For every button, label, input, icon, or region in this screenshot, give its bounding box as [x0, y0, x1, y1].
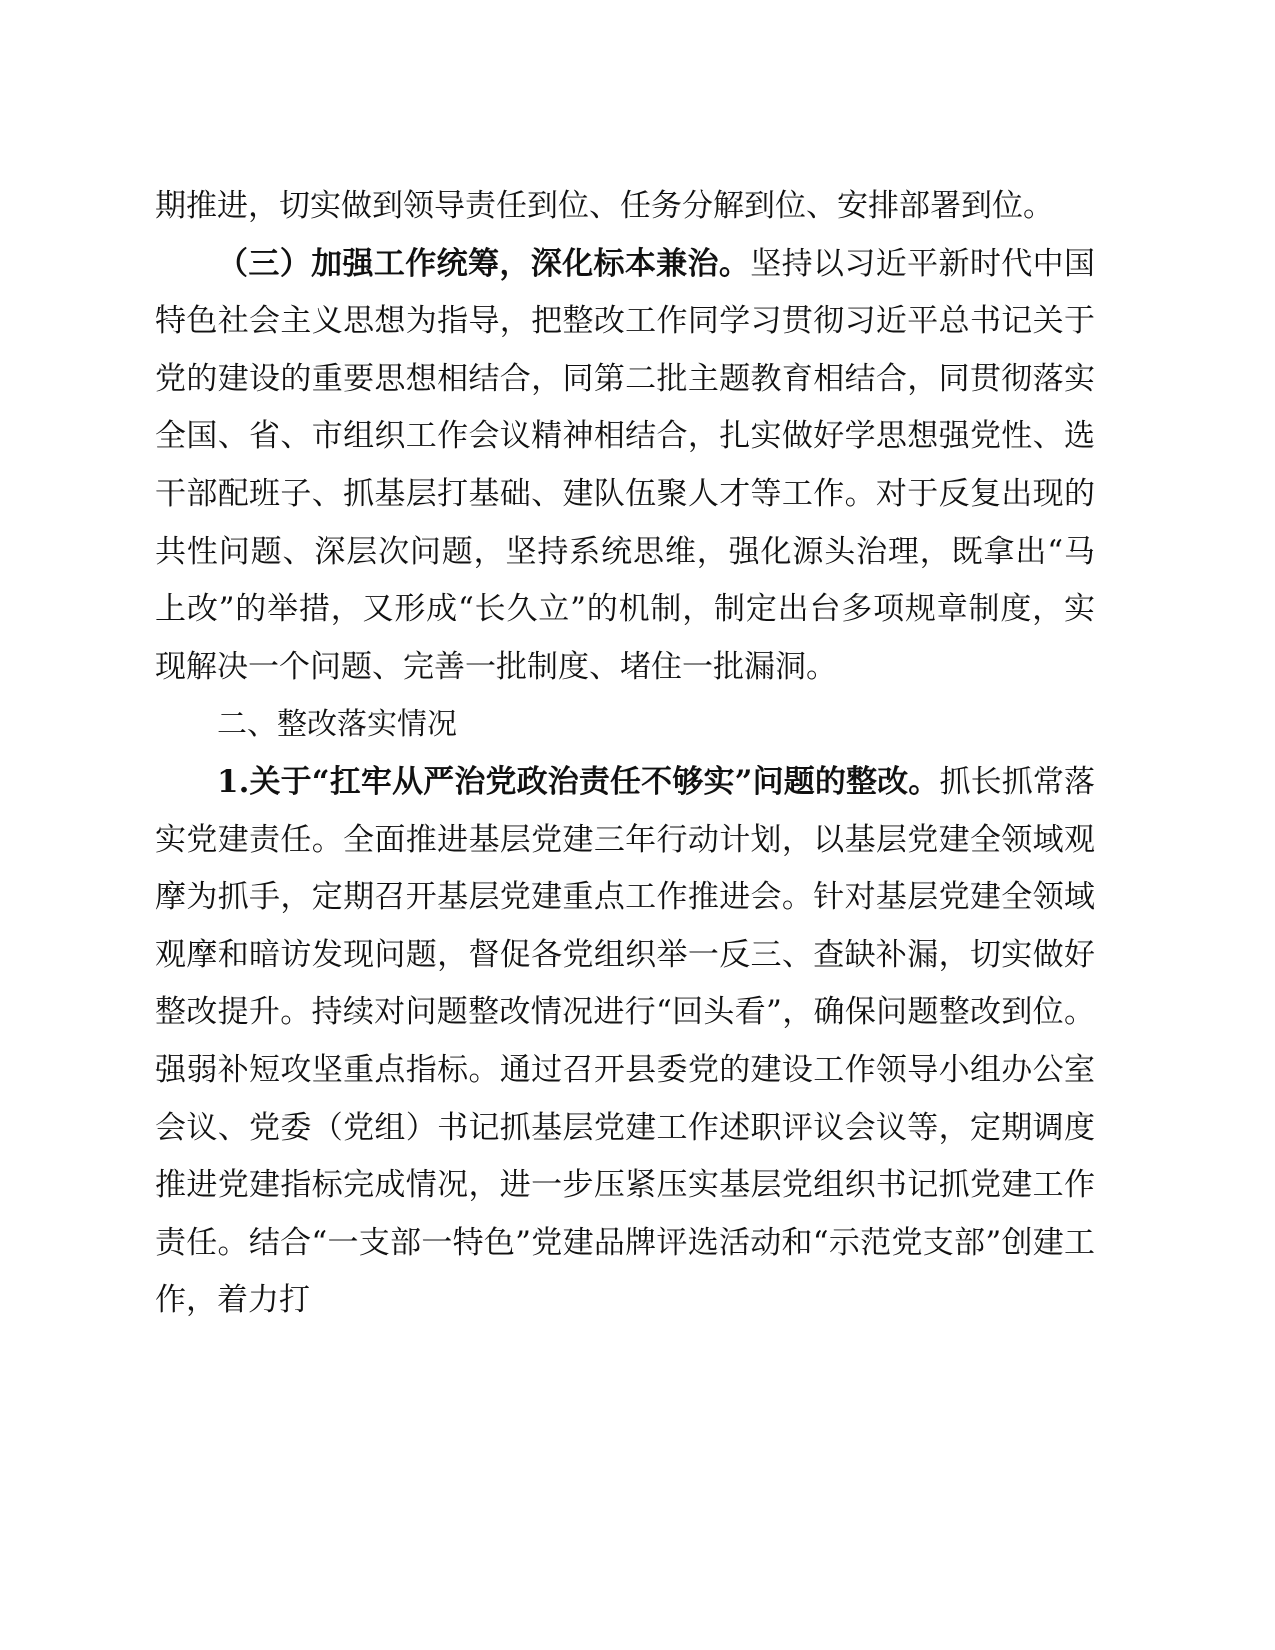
item-heading: 1.关于“扛牢从严治党政治责任不够实”问题的整改。 — [217, 763, 940, 800]
paragraph-continuation — [155, 178, 1095, 236]
paragraph-text: 期推进，切实做到领导责任到位、任务分解到位、安排部署到位。 — [155, 188, 1054, 224]
subsection-heading: （三）加强工作统筹，深化标本兼治。 — [217, 245, 751, 282]
paragraph-item-one — [155, 754, 1095, 1330]
paragraph-section-three — [155, 236, 1095, 697]
section-heading-text: 二、整改落实情况 — [217, 707, 457, 743]
document-body — [155, 178, 1095, 1330]
paragraph-text: 抓长抓常落实党建责任。全面推进基层党建三年行动计划，以基层党建全领域观摩为抓手，定期召开基层党建重点工作推进会。针对基层党建全领域观摩和暗访发现问题，督促各党组织举一反三、查缺补漏，切实做好整改提升。持续对问题整改情况进行“回头看”，确保问题整改到位。强弱补短攻坚重点指标。通过召开县委党的建设工作领导小组办公室会议、党委（党组）书记抓基层党建工作述职评议会议等，定期调度推进党建指标完成情况，进一步压紧压实基层党组织书记抓党建工作责任。结合“一支部一特色”党建品牌评选活动和“示范党支部”创建工作，着力打 — [155, 763, 1096, 1319]
paragraph-text: 坚持以习近平新时代中国特色社会主义思想为指导，把整改工作同学习贯彻习近平总书记关于党的建设的重要思想相结合，同第二批主题教育相结合，同贯彻落实全国、省、市组织工作会议精神相结合，扎实做好学思想强党性、选干部配班子、抓基层打基础、建队伍聚人才等工作。对于反复出现的共性问题、深层次问题，坚持系统思维，强化源头治理，既拿出“马上改”的举措，又形成“长久立”的机制，制定出台多项规章制度，实现解决一个问题、完善一批制度、堵住一批漏洞。 — [155, 245, 1095, 685]
section-heading — [155, 696, 1095, 754]
